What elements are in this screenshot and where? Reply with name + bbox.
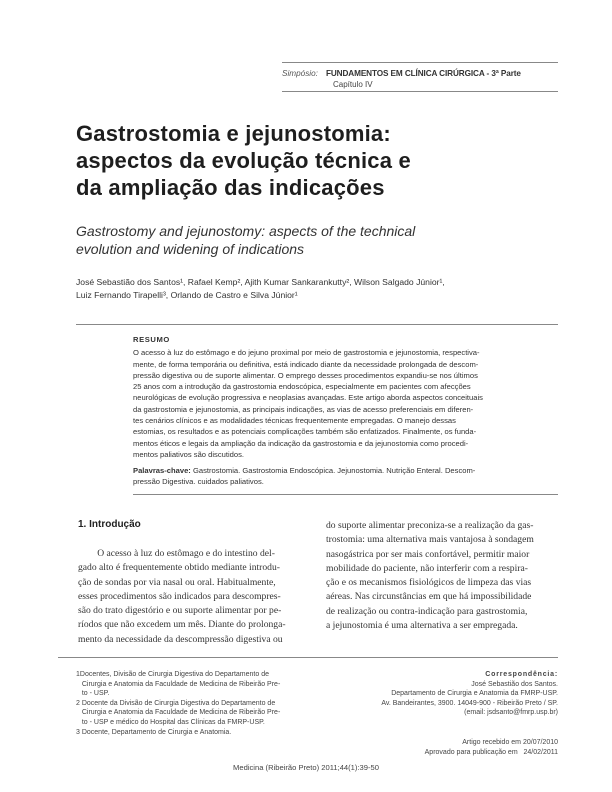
body-line: ção e os mecanismos fisiológicos de limpeza das vias bbox=[326, 577, 532, 589]
body-column-right bbox=[326, 519, 558, 633]
keywords bbox=[133, 465, 558, 488]
body-line: mento da necessidade da descompressão digestiva ou bbox=[78, 633, 283, 645]
body-line: mobilidade do paciente, não interferir com a respira- bbox=[326, 562, 528, 574]
keywords-label: Palavras-chave: bbox=[133, 466, 191, 475]
author-line: José Sebastião dos Santos¹, Rafael Kemp², Ajith Kumar Sankarankutty², Wilson Salgado Júnior¹, bbox=[76, 277, 445, 287]
body-line: a jejunostomia é uma alternativa a ser empregada. bbox=[326, 620, 518, 632]
affiliation-line: 3 Docente, Departamento de Cirurgia e Anatomia. bbox=[76, 728, 232, 736]
divider bbox=[76, 324, 558, 325]
abstract-line: da gastrostomia e jejunostomia, as principais indicações, as vias de acesso preferenciais em diferen- bbox=[133, 404, 474, 414]
body-line: ríodos que não excedem um mês. Diante do prolonga- bbox=[78, 619, 286, 631]
approved-date: Aprovado para publicação em 24/02/2011 bbox=[424, 748, 558, 756]
correspondence-email: (email: jsdsanto@fmrp.usp.br) bbox=[464, 709, 558, 717]
abstract-line: mentos paliativos são discutidos. bbox=[133, 449, 245, 459]
keywords-line: pressão Digestiva. cuidados paliativos. bbox=[133, 477, 264, 487]
article-title bbox=[76, 120, 556, 201]
correspondence-line: José Sebastião dos Santos. bbox=[471, 680, 558, 688]
journal-citation: Medicina (Ribeirão Preto) 2011;44(1):39-50 bbox=[233, 763, 379, 772]
abstract-line: O acesso à luz do estômago e do jejuno proximal por meio de gastrostomia e jejunostomia, respectiva- bbox=[133, 348, 480, 358]
affiliation-line: to - USP e médico do Hospital das Clínicas da FMRP-USP. bbox=[76, 718, 265, 726]
abstract-line: 25 anos com a introdução da gastrostomia endoscópica, especialmente em pacientes com afecções bbox=[133, 382, 471, 392]
affiliation-line: to - USP. bbox=[76, 690, 110, 698]
affiliation-line: Cirurgia e Anatomia da Faculdade de Medicina de Ribeirão Pre- bbox=[76, 709, 281, 717]
symposium-section: FUNDAMENTOS EM CLÍNICA CIRÚRGICA - 3ª Parte bbox=[325, 69, 521, 78]
abstract-line: pressão digestiva ou de suporte alimentar. O emprego desses procedimentos expandiu-se nos últimos bbox=[133, 370, 478, 380]
title-line: da ampliação das indicações bbox=[76, 175, 385, 200]
footer-divider bbox=[58, 657, 558, 658]
affiliation-line: 1Docentes, Divisão de Cirurgia Digestiva do Departamento de bbox=[76, 671, 269, 678]
subtitle-line: evolution and widening of indications bbox=[76, 241, 305, 257]
abstract-line: neurológicas de evolução progressiva e neoplasias avançadas. Este artigo aborda aspectos conceituais bbox=[133, 393, 483, 403]
body-line: do suporte alimentar preconiza-se a realização da gas- bbox=[326, 520, 534, 531]
abstract-body bbox=[133, 347, 558, 460]
body-line: são do trato digestório e ou suporte alimentar por pe- bbox=[78, 605, 282, 617]
received-date: Artigo recebido em 20/07/2010 bbox=[462, 739, 558, 746]
chapter-label: Capítulo IV bbox=[333, 80, 373, 89]
body-line: esses procedimentos são indicados para descompres- bbox=[78, 590, 281, 602]
abstract-line: mente, de forma temporária ou definitiva, está indicado diante da necessidade prolongada de descom- bbox=[133, 359, 479, 369]
body-line: de realização ou contra-indicação para gastrostomia, bbox=[326, 605, 528, 617]
abstract-line: mentos éticos e legais da ampliação da indicação da gastrostomia e da jejunostomia como procedi- bbox=[133, 438, 469, 448]
correspondence-heading: Correspondência: bbox=[485, 671, 558, 678]
article-dates bbox=[330, 738, 558, 757]
author-list bbox=[76, 276, 546, 302]
body-line: nasogástrica por ser mais confortável, permitir maior bbox=[326, 548, 530, 560]
body-line: trostomia: uma alternativa mais vantajosa à sondagem bbox=[326, 534, 534, 546]
keywords-line bbox=[133, 465, 558, 476]
title-line: Gastrostomia e jejunostomia: bbox=[76, 121, 391, 146]
subtitle-line: Gastrostomy and jejunostomy: aspects of the technical bbox=[76, 223, 416, 239]
body-line: gado alto é frequentemente obtido mediante introdu- bbox=[78, 562, 280, 574]
affiliation-line: 2 Docente da Divisão de Cirurgia Digestiva do Departamento de bbox=[76, 699, 276, 707]
correspondence bbox=[330, 670, 558, 718]
abstract-heading: RESUMO bbox=[133, 335, 170, 344]
affiliation-line: Cirurgia e Anatomia da Faculdade de Medicina de Ribeirão Pre- bbox=[76, 680, 281, 688]
correspondence-line: Av. Bandeirantes, 3900. 14049-900 - Ribeirão Preto / SP. bbox=[381, 699, 558, 707]
body-line: ção de sondas por via nasal ou oral. Habitualmente, bbox=[78, 576, 276, 588]
symposium-label: Simpósio: bbox=[282, 69, 318, 78]
abstract bbox=[133, 334, 558, 460]
keywords-text: Gastrostomia. Gastrostomia Endoscópica. Jejunostomia. Nutrição Enteral. Descom- bbox=[192, 466, 476, 475]
section-heading: 1. Introdução bbox=[78, 519, 141, 530]
title-line: aspectos da evolução técnica e bbox=[76, 148, 411, 173]
abstract-line: estomias, os resultados e as potenciais complicações também são enfatizados. Finalmente, os funda- bbox=[133, 427, 477, 437]
body-line: O acesso à luz do estômago e do intestino del- bbox=[78, 548, 275, 559]
correspondence-line: Departamento de Cirurgia e Anatomia da FMRP-USP. bbox=[391, 690, 558, 698]
affiliations bbox=[76, 670, 316, 737]
body-line: aéreas. Nas circunstâncias em que há impossibilidade bbox=[326, 591, 532, 603]
english-title bbox=[76, 222, 556, 258]
abstract-line: tes cenários clínicos e as modalidades técnicas frequentemente empregadas. O manejo dessas bbox=[133, 416, 456, 426]
author-line: Luiz Fernando Tirapelli³, Orlando de Castro e Silva Júnior¹ bbox=[76, 290, 298, 300]
body-column-left bbox=[78, 547, 310, 647]
divider bbox=[133, 494, 558, 495]
symposium-header bbox=[282, 69, 521, 78]
